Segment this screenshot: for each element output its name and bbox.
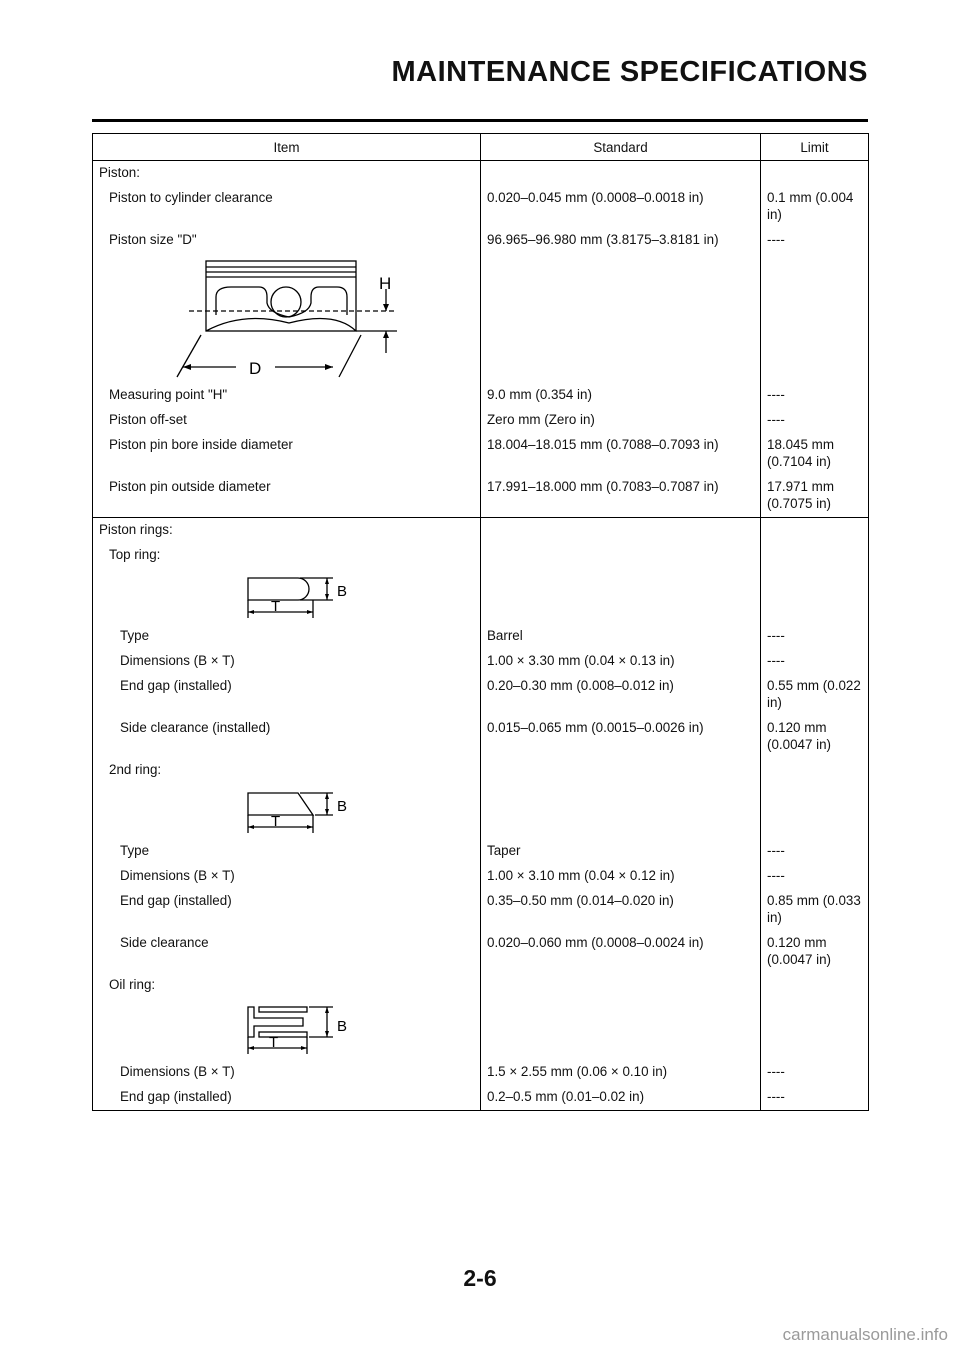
limit-cell: ---- — [761, 624, 869, 649]
column-header-standard: Standard — [481, 134, 761, 161]
table-row — [93, 433, 869, 475]
limit-cell: 0.120 mm (0.0047 in) — [761, 931, 869, 973]
section-label: Piston rings: — [93, 518, 481, 544]
table-row — [93, 864, 869, 889]
label-h: H — [379, 274, 392, 293]
page-title: MAINTENANCE SPECIFICATIONS — [391, 56, 868, 88]
standard-cell: Taper — [481, 839, 761, 864]
table-row — [93, 228, 869, 253]
subsection-row — [93, 543, 869, 568]
item-cell: Side clearance (installed) — [93, 716, 481, 758]
limit-cell: ---- — [761, 649, 869, 674]
subsection-label: 2nd ring: — [93, 758, 481, 783]
limit-cell: ---- — [761, 1060, 869, 1085]
standard-cell: 0.015–0.065 mm (0.0015–0.0026 in) — [481, 716, 761, 758]
spec-table — [92, 133, 869, 1111]
item-cell: End gap (installed) — [93, 1085, 481, 1111]
standard-cell: 18.004–18.015 mm (0.7088–0.7093 in) — [481, 433, 761, 475]
limit-cell: ---- — [761, 1085, 869, 1111]
oil-ring-diagram — [93, 998, 481, 1060]
limit-cell: 18.045 mm (0.7104 in) — [761, 433, 869, 475]
section-row — [93, 161, 869, 187]
table-row — [93, 674, 869, 716]
standard-cell: 0.020–0.045 mm (0.0008–0.0018 in) — [481, 186, 761, 228]
item-cell: Piston pin outside diameter — [93, 475, 481, 518]
table-row — [93, 186, 869, 228]
table-row — [93, 649, 869, 674]
figure-row — [93, 568, 869, 624]
item-cell: Piston size "D" — [93, 228, 481, 253]
section-label: Piston: — [93, 161, 481, 187]
limit-cell: ---- — [761, 383, 869, 408]
table-row — [93, 624, 869, 649]
limit-cell: 17.971 mm (0.7075 in) — [761, 475, 869, 518]
item-cell: Dimensions (B × T) — [93, 649, 481, 674]
standard-cell: 1.5 × 2.55 mm (0.06 × 0.10 in) — [481, 1060, 761, 1085]
subsection-label: Top ring: — [93, 543, 481, 568]
item-cell: Dimensions (B × T) — [93, 864, 481, 889]
standard-cell: Barrel — [481, 624, 761, 649]
item-cell: Piston pin bore inside diameter — [93, 433, 481, 475]
item-cell: Side clearance — [93, 931, 481, 973]
standard-cell: 0.2–0.5 mm (0.01–0.02 in) — [481, 1085, 761, 1111]
limit-cell: ---- — [761, 408, 869, 433]
piston-diagram — [93, 253, 481, 383]
standard-cell: 17.991–18.000 mm (0.7083–0.7087 in) — [481, 475, 761, 518]
limit-cell: 0.120 mm (0.0047 in) — [761, 716, 869, 758]
column-header-item: Item — [93, 134, 481, 161]
item-cell: Piston off-set — [93, 408, 481, 433]
label-t: T — [271, 813, 281, 830]
figure-row — [93, 998, 869, 1060]
subsection-row — [93, 758, 869, 783]
figure-row — [93, 783, 869, 839]
table-row — [93, 716, 869, 758]
standard-cell: 0.35–0.50 mm (0.014–0.020 in) — [481, 889, 761, 931]
limit-cell: ---- — [761, 228, 869, 253]
column-header-limit: Limit — [761, 134, 869, 161]
item-cell: Piston to cylinder clearance — [93, 186, 481, 228]
top-ring-diagram — [93, 568, 481, 624]
item-cell: Type — [93, 624, 481, 649]
label-t: T — [269, 1034, 279, 1051]
subsection-row — [93, 973, 869, 998]
table-row — [93, 931, 869, 973]
limit-cell: ---- — [761, 839, 869, 864]
label-t: T — [271, 598, 281, 615]
standard-cell: 96.965–96.980 mm (3.8175–3.8181 in) — [481, 228, 761, 253]
standard-cell: 1.00 × 3.10 mm (0.04 × 0.12 in) — [481, 864, 761, 889]
standard-cell: Zero mm (Zero in) — [481, 408, 761, 433]
item-cell: Type — [93, 839, 481, 864]
standard-cell: 0.20–0.30 mm (0.008–0.012 in) — [481, 674, 761, 716]
second-ring-diagram — [93, 783, 481, 839]
standard-cell: 0.020–0.060 mm (0.0008–0.0024 in) — [481, 931, 761, 973]
page-number: 2-6 — [463, 1265, 497, 1291]
item-cell: End gap (installed) — [93, 889, 481, 931]
table-row — [93, 889, 869, 931]
figure-row — [93, 253, 869, 383]
limit-cell: 0.55 mm (0.022 in) — [761, 674, 869, 716]
label-b: B — [337, 583, 348, 600]
title-rule — [92, 119, 868, 122]
table-row — [93, 383, 869, 408]
item-cell: Measuring point "H" — [93, 383, 481, 408]
header-row — [93, 134, 869, 161]
label-b: B — [337, 1018, 348, 1035]
standard-cell: 1.00 × 3.30 mm (0.04 × 0.13 in) — [481, 649, 761, 674]
standard-cell: 9.0 mm (0.354 in) — [481, 383, 761, 408]
label-b: B — [337, 798, 348, 815]
table-row — [93, 475, 869, 518]
limit-cell: 0.1 mm (0.004 in) — [761, 186, 869, 228]
item-cell: Dimensions (B × T) — [93, 1060, 481, 1085]
limit-cell: 0.85 mm (0.033 in) — [761, 889, 869, 931]
label-d: D — [249, 359, 262, 378]
item-cell: End gap (installed) — [93, 674, 481, 716]
table-row — [93, 839, 869, 864]
table-row — [93, 1060, 869, 1085]
watermark: carmanualsonline.info — [782, 1325, 948, 1344]
table-row — [93, 408, 869, 433]
subsection-label: Oil ring: — [93, 973, 481, 998]
section-row — [93, 518, 869, 544]
table-row — [93, 1085, 869, 1111]
limit-cell: ---- — [761, 864, 869, 889]
